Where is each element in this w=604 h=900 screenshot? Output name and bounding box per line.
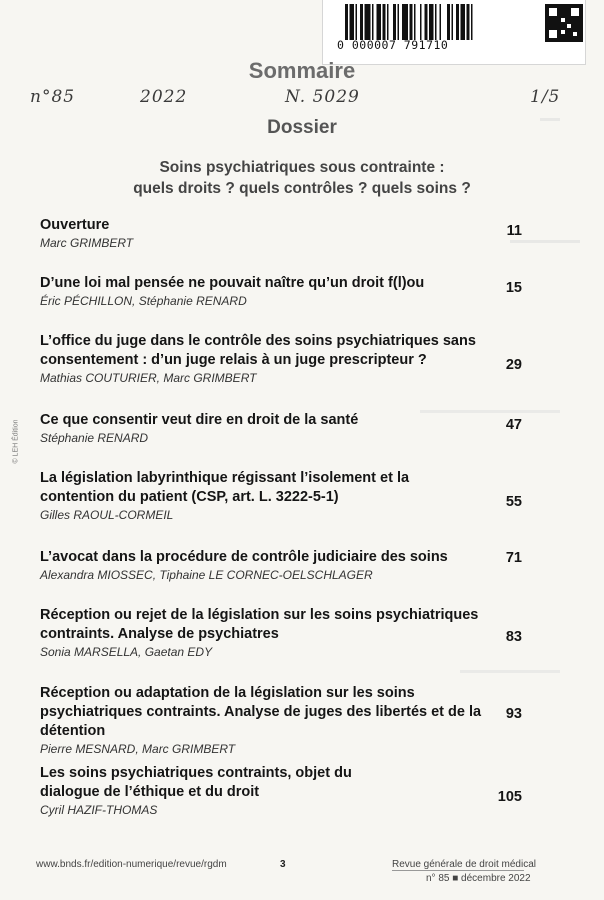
footer-url[interactable]: www.bnds.fr/edition-numerique/revue/rgdm	[36, 859, 227, 870]
barcode-bar	[440, 4, 442, 40]
toc-entry-title: Les soins psychiatriques contraints, objet du dialogue de l’éthique et du droit	[40, 765, 352, 800]
barcode-bar	[398, 4, 400, 40]
barcode-bar	[350, 4, 355, 40]
qr-code-icon	[545, 4, 583, 42]
toc-entry[interactable]	[40, 764, 520, 817]
footer-page-number: 3	[280, 859, 286, 870]
copyright-credit: © LEH Édition	[12, 419, 20, 464]
toc-entry[interactable]	[40, 684, 520, 756]
toc-entry-authors: Marc GRIMBERT	[40, 236, 134, 250]
barcode-bar	[383, 4, 386, 40]
barcode-bar	[345, 4, 348, 40]
toc-entry-title: D’une loi mal pensée ne pouvait naître qu’un droit f(l)ou	[40, 275, 425, 291]
toc-entry-authors: Gilles RAOUL-CORMEIL	[40, 508, 174, 522]
barcode-bar	[360, 4, 363, 40]
barcode-bar	[414, 4, 416, 40]
barcode-bar	[456, 4, 459, 40]
handwritten-reference: N. 5029	[285, 87, 360, 107]
barcode-bar	[387, 4, 389, 40]
toc-entry[interactable]	[40, 216, 520, 250]
barcode-bar	[402, 4, 408, 40]
toc-entry-authors: Mathias COUTURIER, Marc GRIMBERT	[40, 371, 257, 385]
barcode-bar	[467, 4, 470, 40]
toc-entry-authors: Sonia MARSELLA, Gaetan EDY	[40, 645, 213, 659]
footer-issue: n° 85 ■ décembre 2022	[426, 873, 531, 884]
barcode-bar	[471, 4, 473, 40]
toc-entry-title: L’office du juge dans le contrôle des soins psychiatriques sans consentement : d’un juge relais à un juge prescripteur ?	[40, 333, 476, 368]
subtitle-line-2: quels droits ? quels contrôles ? quels soins ?	[133, 180, 471, 197]
footer-journal-name: Revue générale de droit médical	[392, 859, 536, 870]
page-title: Sommaire	[248, 58, 356, 83]
toc-entry-page: 15	[505, 280, 522, 296]
barcode-bar	[447, 4, 450, 40]
toc-entry-title: Réception ou adaptation de la législation sur les soins psychiatriques contraints. Analyse de juges des libertés et de la détention	[40, 685, 482, 739]
barcode-bar	[420, 4, 422, 40]
barcode-bar	[372, 4, 374, 40]
barcode-bar	[377, 4, 382, 40]
toc-entry-page: 71	[505, 550, 522, 566]
toc-entry[interactable]	[40, 606, 520, 659]
toc-entry-authors: Stéphanie RENARD	[40, 431, 149, 445]
toc-entry-title: Réception ou rejet de la législation sur les soins psychiatriques contraints. Analyse de psychiatres	[40, 607, 479, 642]
toc-entry-authors: Éric PÉCHILLON, Stéphanie RENARD	[40, 294, 247, 308]
handwritten-issue-number: n°85	[30, 87, 76, 107]
subtitle-line-1: Soins psychiatriques sous contrainte :	[159, 159, 445, 176]
barcode-bar	[356, 4, 358, 40]
section-subtitle	[0, 157, 604, 199]
toc-entry-title: L’avocat dans la procédure de contrôle judiciaire des soins	[40, 549, 448, 565]
toc-entry-authors: Cyril HAZIF-THOMAS	[40, 803, 158, 817]
barcode-bar	[393, 4, 396, 40]
toc-entry-title: Ce que consentir veut dire en droit de la santé	[40, 412, 359, 428]
barcode-number: 0 000007 791710	[337, 38, 449, 52]
barcode-bar	[435, 4, 437, 40]
barcode-bar	[425, 4, 428, 40]
barcode-label	[322, 0, 586, 65]
toc-entry-authors: Pierre MESNARD, Marc GRIMBERT	[40, 742, 236, 756]
toc-entry-page: 55	[505, 494, 522, 510]
toc-entry[interactable]	[40, 274, 520, 308]
barcode-bar	[452, 4, 454, 40]
toc-entry-page: 29	[505, 357, 522, 373]
toc-entry-title: Ouverture	[40, 217, 110, 233]
toc-entry-page: 83	[505, 629, 522, 645]
handwritten-year: 2022	[140, 87, 188, 107]
toc-entry[interactable]	[40, 332, 520, 385]
section-heading: Dossier	[267, 117, 337, 138]
handwritten-count: 1/5	[530, 87, 561, 107]
toc-entry[interactable]	[40, 411, 520, 445]
toc-entry-page: 11	[506, 223, 522, 239]
toc-entry-page: 47	[505, 417, 522, 433]
toc-entry-page: 105	[497, 789, 522, 805]
barcode-bar	[461, 4, 466, 40]
barcode-bar	[365, 4, 371, 40]
barcode-graphic	[345, 4, 535, 40]
barcode-bar	[429, 4, 434, 40]
toc-entry-title: La législation labyrinthique régissant l’isolement et la contention du patient (CSP, art. L. 3222-5-1)	[40, 470, 410, 505]
footer-divider	[392, 870, 524, 871]
toc-entry[interactable]	[40, 548, 520, 582]
toc-entry[interactable]	[40, 469, 520, 522]
toc-entry-page: 93	[505, 706, 522, 722]
toc-entry-authors: Alexandra MIOSSEC, Tiphaine LE CORNEC-OELSCHLAGER	[40, 568, 373, 582]
barcode-bar	[410, 4, 413, 40]
